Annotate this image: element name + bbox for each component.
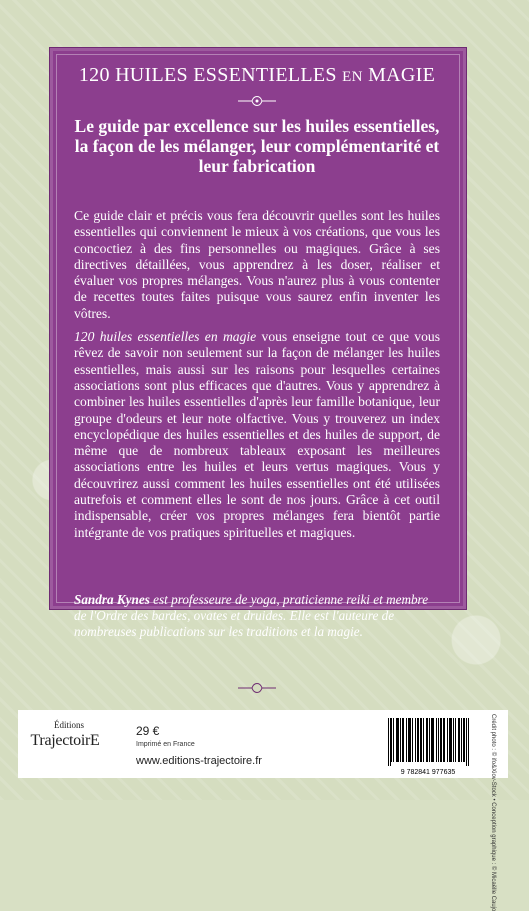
paragraph-1: Ce guide clair et précis vous fera découvrir quelles sont les huiles essentielles qui conviennent le mieux à vos créations, que vous les concoctiez à des fins personnelles ou magiques. Grâce à ses directives détaillées, vous apprendrez à les doser, réaliser et évaluer vos propres mélanges. Vous n'aurez plus à vous contenter de recettes toutes faites puisque vous saurez enfin inventer les vôtres. [74,208,440,321]
paragraph-2 [74,329,440,541]
title-end: MAGIE [368,64,436,86]
title-number: 120 [78,64,110,86]
barcode-icon [384,714,472,776]
paragraph-2-title: 120 huiles essentielles en magie [74,329,257,345]
publisher-name: TrajectoirE [30,732,100,749]
description [74,208,440,548]
price: 29 € [136,724,160,738]
author-name: Sandra Kynes [74,592,150,607]
website-url: www.editions-trajectoire.fr [136,755,262,767]
author-bio [74,592,440,640]
paragraph-2-text: vous enseigne tout ce que vous rêvez de savoir non seulement sur la façon de mélanger les huiles essentielles, mais aussi sur les raisons pour lesquelles certaines associations sont plus efficaces que d'autres. Vous y apprendrez à combiner les huiles essentielles d'après leur famille botanique, leur groupe d'odeurs et leur note olfactive. Vous y trouverez un index encyclopédique des huiles essentielles et des huiles de support, de même que de nombreux tableaux exposant les meilleures associations entre les huiles et leurs vertus magiques. Vous y découvrirez aussi comment les huiles essentielles ont été utilisées autrefois et comment elles le sont de nos jours. Grâce à cet outil indispensable, créer vos propres mélanges fera bientôt partie intégrante de vos pratiques spirituelles et magiques. [74,329,440,540]
printed-in: Imprimé en France [136,741,195,748]
barcode-number: 9 782841 977635 [400,769,456,776]
book-title [49,64,465,87]
title-main: HUILES ESSENTIELLES [115,64,337,86]
author-bio-text: est professeure de yoga, praticienne reiki et membre de l'Ordre des bardes, ovates et druides. Elle est l'auteure de nombreuses publications sur les traditions et la magie. [74,592,429,639]
ornament-bottom-icon [236,680,278,696]
publisher-prefix: Éditions [53,720,84,730]
ornament-icon [236,93,278,109]
publisher-logo [30,720,100,768]
title-small: EN [342,69,363,85]
subtitle: Le guide par excellence sur les huiles essentielles, la façon de les mélanger, leur complémentarité et leur fabrication [74,116,440,176]
credits: Crédit photo : © ifo&Xiov-Stock • Conception graphique : © Micaëlle Caujo [490,714,496,911]
